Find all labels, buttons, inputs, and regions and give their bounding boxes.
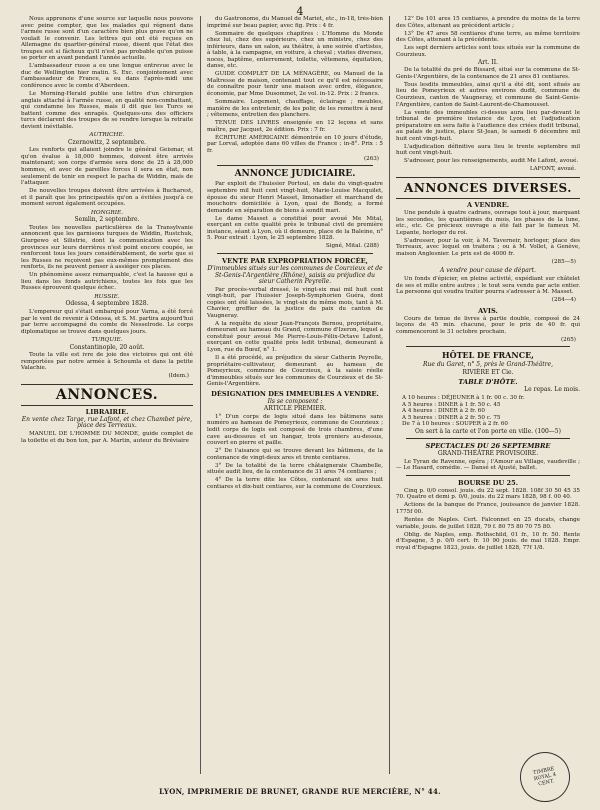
- dateline: Czernowitz, 2 septembre.: [67, 138, 147, 146]
- dateline: Odessa, 4 septembre 1828.: [65, 300, 149, 308]
- ad-subheading: A vendre pour cause de départ.: [440, 267, 536, 275]
- divider: [406, 475, 570, 476]
- price-row: A 4 heures : DINER à 2 fr. 60: [402, 408, 485, 415]
- hotel-address: Rue du Garet, n° 5, près le Grand-Théâtre,: [423, 361, 553, 369]
- news-paragraph: Le Morning-Herald publie une lettre d'un chirurgien anglais attaché à l'armée russe, en qualité non-combattant, qui condamne les Russes, mais il dit que les Turcs se battent comme des enragés. Quelques-uns des officiers turcs déclarent des troupes de se rendre lorsque la retraite devient inévitable.: [21, 91, 193, 130]
- for-sale-heading: A VENDRE.: [466, 201, 510, 210]
- section-heading: AUTRICHE.: [89, 132, 125, 139]
- legal-paragraph: Par exploit de l'huissier Portoul, en date du vingt-quatre septembre mil huit cent vingt-huit, Marie-Louise Macquilet, épouse du sieur Henri Masset, limonadier et marchand de mouchoirs domiciliée à Lyon, quai de Bondy, a formé demande en séparation de biens à sondit mari.: [207, 181, 383, 214]
- spectacle-listing: Le Tyran de Ravenne, opéra ; l'Amour au Village, vaudeville ; — Le Hasard, comédie. — Dansé et Ajusté, ballet.: [396, 458, 580, 472]
- ad-paragraph: Une pendule à quatre cadrans, ouvrage tout à jour, marquant les secondes, les quantièmes du mois, les phases de la lune, etc., etc. Ce précieux ouvrage a été fait par le fameux M. Lepante, horloger du roi.: [396, 210, 580, 236]
- annonces-heading: ANNONCES.: [21, 384, 193, 406]
- legal-paragraph: Les sept derniers articles sont tous situés sur la commune de Courzieux.: [396, 45, 580, 58]
- news-paragraph: Toutes les nouvelles particulières de la Transylvanie annoncent que les garnisons turques de Widdin, Rustchuk, Giurgewo et Silistrie, dont la communication avec les provinces sur leurs derrières n'est point encore coupée, se renforcent tous les jours considérablement, de sorte que si les Russes ne reçoivent pas eux-mêmes promptement des renforts, ils ne peuvent penser à assiéger ces places.: [21, 224, 193, 271]
- ad-paragraph: Cours de tenue de livres à partie double, composé de 24 leçons de 45 min. chacune, pour le prix de 40 fr. qui commenceront le 31 octobre prochain.: [396, 315, 580, 335]
- judicial-heading: ANNONCE JUDICIAIRE.: [234, 169, 356, 180]
- news-paragraph: Un phénomène assez remarquable, c'est la hausse qui a lieu dans les fonds autrichiens, toutes les fois que les Russes éprouvent quelque échec.: [21, 272, 193, 292]
- hotel-note: [396, 429, 580, 436]
- page-number: 4: [296, 5, 304, 18]
- news-paragraph: Nous apprenons d'une source sur laquelle nous pouvons avec peine compter, que les malades qui régnent dans l'armée russe sont d'un caractère bien plus grave qu'on ne voulait le convenir. Les lettres qui ont été reçues en Allemagne du quartier-général russe, disent que l'état des troupes est si fâcheux qu'il n'est pas probable qu'on puisse se porter en avant pendant l'année actuelle.: [21, 16, 193, 62]
- article-heading: ARTICLE PREMIER.: [263, 405, 327, 413]
- ad-paragraph: S'adresser, pour la voir, à M. Taverneir, horloger, place des Terreaux, avec lequel on traitera ; ou à M. Vollet, à Genève, maison Anglesnier. Le prix est de 4000 fr.: [396, 237, 580, 257]
- table-dhote-heading: TABLE D'HÔTE.: [458, 378, 518, 387]
- legal-paragraph: Par procès-verbal dressé, le vingt-six mai mil huit cent vingt-huit, par l'huissier Joseph-Symphorien Guéra, dont copies ont été laissées, le vingt-six du même mois, tant à M. Chavier, greffier de la justice de paix du canton de Vaugneray.: [207, 286, 383, 319]
- legal-paragraph: Il a été procédé, au préjudice du sieur Catherin Peyrelle, propriétaire-cultivateur, demeurant au hameau de Pomeyrieux, commune de Courzieux, à la saisie réelle d'immeubles situés sur les communes de Courzieux et de St-Genis-l'Argentière.: [207, 355, 383, 388]
- printer-footer: LYON, IMPRIMERIE DE BRUNET, GRANDE RUE MERCIÈRE, N° 44.: [159, 787, 441, 796]
- legal-signature: LAFONT, avoué.: [529, 166, 576, 173]
- book-notice: du Gastronome, du Manuel de Mariet, etc., in-18, très-bien imprimé sur beau papier, avec fig. Prix : 4 fr.: [207, 16, 383, 29]
- news-paragraph: Toute la ville est ivre de joie des victoires qui ont été remportées par notre armée à Schoumla et dans la petite Valachie.: [21, 352, 193, 372]
- book-notice: TENUE DES LIVRES enseignée en 12 leçons et sans maître, par Jacquet, 2e édition. Prix : 7 fr.: [207, 120, 383, 133]
- price-row: De 7 à 10 heures : SOUPER à 2 fr. 60: [402, 421, 508, 428]
- bourse-paragraph: Rentes de Naples. Cert. Falconnet en 25 ducats, change variable, jouis. de juillet 1828, 79 f. 80 75 80 70 75 80.: [396, 517, 580, 530]
- bourse-paragraph: Actions de la banque de France, jouissance de janvier 1828. 1775f 00.: [396, 502, 580, 516]
- column-rule-2: [389, 16, 390, 774]
- book-notice: MANUEL DE L'HOMME DU MONDE, guide complet de la toilette et du bon ton, par A. Martin, auteur du Bréviaire: [21, 431, 193, 444]
- signature-text: Signé, Mital.: [325, 243, 363, 250]
- news-paragraph: L'empereur qui s'était embarqué pour Varna, a été forcé par le vent de revenir à Odessa, et S. M. partira aujourd'hui par terre accompagné du comte de Nesselrode. Le corps diplomatique se trouve dans quelques jours.: [21, 308, 193, 335]
- legal-paragraph: 13° De 47 ares 58 centiares d'une terre, au même territoire des Côtes, attenant à la précédente.: [396, 30, 580, 44]
- legal-paragraph: 4° De la terre dite les Côtes, contenant six ares huit centiares et dix-huit centiares, sur la commune de Courzieux.: [207, 477, 383, 490]
- legal-paragraph: A la requête du sieur Jean-François Bernou, propriétaire, demeurant au hameau du Grand, commune d'Izeron, lequel a constitué pour avoué Me Pierre-Louis-Félix-Octave Lafont, exerçant en cette qualité près ledit tribunal, demeurant à Lyon, rue du Bœuf, n° 1.: [207, 320, 383, 354]
- legal-paragraph: L'adjudication définitive aura lieu le trente septembre mil huit cent vingt-huit.: [396, 143, 580, 157]
- notice-ref: (284—4): [551, 297, 576, 304]
- column-rule-1: [200, 16, 201, 774]
- designation-heading: DÉSIGNATION DES IMMEUBLES A VENDRE.: [211, 389, 379, 398]
- news-paragraph: L'ambassadeur russe a eu une longue entrevue avec le duc de Wellington hier matin. S. Exc. conjointement avec l'ambassadeur de France, a eu dans l'après-midi une conférence avec le comte d'Aberdeen.: [21, 63, 193, 89]
- ad-paragraph: Un fonds d'épicier, en pleine activité, expédiant sur châtelet de ses et mille entre autres ; le tout sera vendu par acte entier. La personne qui voudra traiter pourra s'adresser à M. Masset.: [396, 275, 580, 296]
- news-paragraph: De nouvelles troupes doivent être arrivées à Bucharest, et il paraît que les principautés qu'on a évitées jusqu'à ce moment seront également occupées.: [21, 188, 193, 208]
- legal-paragraph: 3° De la totalité de la terre châtaigneraie Chambelle, située audit lieu, de la contenance de 31 ares 74 centiares ;: [207, 462, 383, 476]
- book-notice: ÉCRITURE AMÉRICAINE démontrée en 10 jours d'étude, par Lorval, adoptée dans 60 villes de France ; in-8°. Prix : 5 fr.: [207, 134, 383, 154]
- divider: [406, 438, 570, 439]
- legal-paragraph: 1° D'un corps de logis situé dans les bâtimens sans numéro au hameau de Pomeyrieux, commune de Courzieux ; ledit corps de logis est composé de trois chambres, d'une cave au-dessous et un hangar, trois greniers au-dessus, couvert en pierre et paille.: [207, 413, 383, 447]
- price-row: A 5 heures : DINER à 1 fr. 50 c. 45: [402, 401, 501, 408]
- bourse-paragraph: Cinq p. 0/0 consol. jouis. du 22 sept. 1828. 108f 30 50 45 35 70. Quatre et demi p. 0/0, jouis. du 22 mars 1828, 98 f. 00 40.: [396, 487, 580, 501]
- news-paragraph: Les renforts qui allaient joindre le général Geismar, et qu'on évalue à 18,000 hommes, doivent être arrivés maintenant; son corps d'armée sera donc de 25 à 28,000 hommes, et avec de pareilles forces il sera en état, non seulement de tenir en respect le pacha de Widdin, mais de l'attaquer.: [21, 147, 193, 187]
- stamp-text: TIMBRE ROYAL 4 CENT.: [532, 765, 557, 788]
- notice-ref: (263): [363, 155, 379, 162]
- price-columns: Le repas. Le mois.: [524, 386, 580, 394]
- bourse-heading: BOURSE DU 25.: [458, 478, 518, 487]
- section-heading: HONGRIE.: [90, 209, 124, 216]
- legal-paragraph: 2° De l'aisance qui se trouve devant les bâtimens, de la contenance de vingt-deux ares et trente centiares.: [207, 448, 383, 461]
- source-credit: (Idem.): [168, 373, 189, 380]
- section-heading: TURQUIE.: [91, 337, 123, 344]
- divider: [217, 253, 373, 254]
- notice-ref: (100—5): [534, 427, 561, 435]
- divider: [406, 346, 570, 347]
- legal-paragraph: 12° De 101 ares 15 centiares, à prendre du moins de la terre des Côtes, attenant au précédent article ;: [396, 16, 580, 29]
- legal-paragraph: Tous lesdits immeubles, ainsi qu'il a été dit, sont situés au lieu de Pomeyrieux et autres environs dudit, commune de Courzieux, canton de Vaugneray, et commune de Saint-Genis-l'Argentière, canton de Saint-Laurent-de-Chamousset.: [396, 81, 580, 108]
- hotel-title: HÔTEL DE FRANCE,: [442, 350, 534, 361]
- legal-paragraph: De la totalité du pré de Bissard, situé sur la commune de St-Genis-l'Argentière, de la contenance de 21 ares 81 centiares.: [396, 67, 580, 80]
- article-heading: Art. II.: [477, 58, 499, 66]
- notice-ref: (288): [363, 243, 379, 250]
- section-heading: RUSSIE.: [94, 293, 120, 300]
- column-2: [207, 16, 383, 774]
- sale-subheading: D'immeubles situés sur les communes de Courzieux et de St-Genis-l'Argentière (Rhône), saisis au préjudice du sieur Catherin Peyrelle.: [207, 264, 383, 286]
- column-3: [396, 16, 580, 774]
- book-notice: GUIDE COMPLET DE LA MÉNAGÈRE, ou Manuel de la Maîtresse de maison, contenant tout ce qu'il est nécessaire de connaître pour tenir une maison avec ordre, élégance, économie, par Mme Dusommet, 2e vol. in-12. Prix : 2 francs.: [207, 71, 383, 98]
- designation-sub: Ils se composent :: [267, 397, 323, 405]
- divider: [217, 165, 373, 166]
- column-1: [21, 16, 193, 774]
- legal-paragraph: Le dame Masset a constitué pour avoué Me Mital, exerçant en cette qualité près le tribunal civil de première instance, séant à Lyon, où il demeure, place de la Baleine, n° 5. Pour extrait : Lyon, le 25 septembre 1828.: [207, 215, 383, 242]
- book-notice: Sommaire de quelques chapitres : L'Homme du Monde chez lui, chez des supérieurs, chez un ministre, chez des inférieurs, dans un salon, au théâtre, à une soirée d'artistes, à table, à la campagne, en voiture, à cheval ; visites diverses, noces, baptême, enterrement, toilette, vêtemens, équitation, danse, etc.: [207, 30, 383, 70]
- dateline: Constantinople, 20 août.: [69, 343, 145, 351]
- spectacles-heading: SPECTACLES DU 26 SEPTEMBRE: [425, 442, 551, 451]
- legal-paragraph: S'adresser, pour les renseignements, audit Me Lafont, avoué.: [404, 158, 579, 165]
- sale-heading: VENTE PAR EXPROPRIATION FORCÉE,: [222, 256, 368, 265]
- legal-signature: [207, 243, 379, 250]
- price-row: A 10 heures : DÉJEUNER à 1 fr. 00 c. 30 fr.: [402, 394, 525, 401]
- bourse-paragraph: Oblig. de Naples, emp. Rothschild, 01 fr., 10 fr. 50. Rente d'Espagne, 5 p. 0/0 cert. fr. 10 90 jouis. de mai 1828. Empr. royal d'Espagne 1823, jouis. de juillet 1828, 77f 1/8.: [396, 531, 580, 551]
- notice-ref: (285—5): [551, 258, 576, 265]
- hotel-owner: RIVIÈRE ET Cie.: [462, 368, 514, 376]
- notice-ref: (265): [560, 336, 576, 343]
- diverses-heading: ANNONCES DIVERSES.: [396, 177, 580, 199]
- book-notice: Sommaire. Logement, chauffage, éclairage ; meubles, manière de les entretenir, de les polir, de les remettre à neuf ; vêtemens, entretien des planchers.: [207, 99, 383, 119]
- dateline: Semlin, 2 septembre.: [74, 216, 140, 224]
- librairie-heading: LIBRAIRIE.: [85, 407, 129, 416]
- bookseller-line: En vente chez Targe, rue Lafont, et chez Chambet père, place des Terreaux.: [21, 415, 193, 430]
- theatre-name: GRAND-THÉÂTRE PROVISOIRE.: [437, 450, 539, 458]
- hotel-note-text: On sert à la carte et l'on porte en ville.: [415, 427, 534, 435]
- price-row: A 5 heures : DINER à 2 fr. 50 c. 75: [402, 414, 501, 421]
- legal-paragraph: La vente des immeubles ci-dessus aura lieu par-devant le tribunal de première instance de Lyon, et l'adjudication préparatoire en sera faite à l'audience des criées dudit tribunal, au palais de justice, place St-Jean, le samedi 6 décembre mil huit cent vingt-huit.: [396, 109, 580, 142]
- avis-heading: AVIS.: [478, 306, 498, 315]
